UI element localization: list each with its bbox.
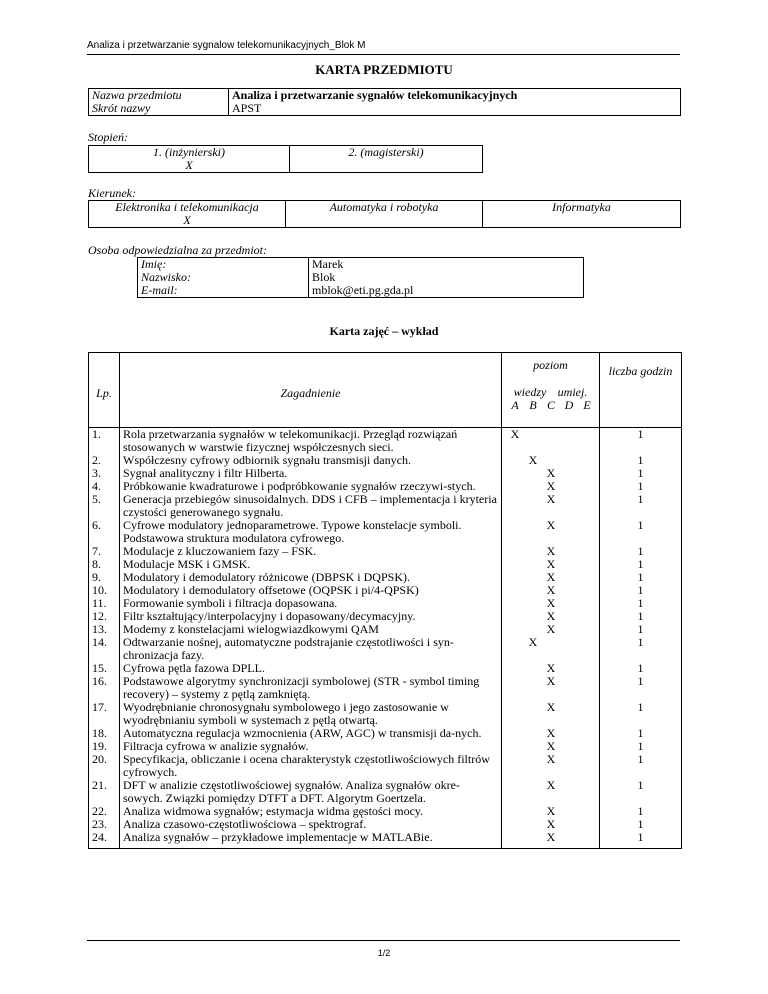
level-mark-b bbox=[524, 584, 542, 597]
row-topic: Filtracja cyfrowa w analizie sygnałów. bbox=[120, 740, 502, 753]
level-mark-d bbox=[560, 701, 578, 714]
row-hours: 1 bbox=[600, 740, 682, 753]
level-mark-e bbox=[578, 493, 596, 506]
direction-col2-label: Automatyka i robotyka bbox=[329, 200, 439, 214]
level-mark-e bbox=[578, 779, 596, 792]
level-mark-d bbox=[560, 597, 578, 610]
row-lp: 19. bbox=[89, 740, 120, 753]
level-mark-e bbox=[578, 571, 596, 584]
level-mark-a bbox=[506, 558, 524, 571]
row-hours: 1 bbox=[600, 675, 682, 701]
level-mark-a bbox=[506, 480, 524, 493]
level-mark-c: X bbox=[546, 518, 556, 532]
level-mark-a bbox=[506, 636, 524, 649]
person-last-label: Nazwisko: bbox=[138, 271, 309, 284]
level-mark-c: X bbox=[546, 661, 556, 675]
level-mark-d bbox=[560, 805, 578, 818]
level-mark-e bbox=[578, 610, 596, 623]
table-row bbox=[89, 753, 682, 779]
row-level bbox=[502, 753, 600, 779]
row-topic: Automatyczna regulacja wzmocnienia (ARW, AGC) w transmisji da-nych. bbox=[120, 727, 502, 740]
direction-col1-label: Elektronika i telekomunikacja bbox=[115, 200, 259, 214]
degree-col2-label: 2. (magisterski) bbox=[348, 145, 424, 159]
level-mark-c: X bbox=[546, 726, 556, 740]
level-mark-d bbox=[560, 571, 578, 584]
level-mark-d bbox=[560, 467, 578, 480]
level-mark-e bbox=[578, 623, 596, 636]
row-lp: 22. bbox=[89, 805, 120, 818]
row-hours: 1 bbox=[600, 428, 682, 455]
direction-col1-mark: X bbox=[183, 213, 191, 227]
level-mark-c: X bbox=[546, 700, 556, 714]
row-hours: 1 bbox=[600, 623, 682, 636]
row-topic: Formowanie symboli i filtracja dopasowana. bbox=[120, 597, 502, 610]
row-lp: 9. bbox=[89, 571, 120, 584]
direction-table bbox=[88, 200, 681, 228]
level-mark-b bbox=[524, 662, 542, 675]
row-topic: Modulatory i demodulatory różnicowe (DBPSK i DQPSK). bbox=[120, 571, 502, 584]
level-mark-d bbox=[560, 480, 578, 493]
row-topic: Próbkowanie kwadraturowe i podpróbkowanie sygnałów rzeczywi-stych. bbox=[120, 480, 502, 493]
row-level bbox=[502, 428, 600, 455]
row-lp: 3. bbox=[89, 467, 120, 480]
level-mark-c: X bbox=[546, 492, 556, 506]
table-row bbox=[89, 519, 682, 545]
row-topic: Wyodrębnianie chronosygnału symbolowego i jego zastosowanie w wyodrębnianiu symboli w systemach z pętlą otwartą. bbox=[120, 701, 502, 727]
level-mark-b bbox=[524, 831, 542, 844]
row-lp: 15. bbox=[89, 662, 120, 675]
row-lp: 5. bbox=[89, 493, 120, 519]
level-mark-a bbox=[506, 610, 524, 623]
row-lp: 20. bbox=[89, 753, 120, 779]
row-level bbox=[502, 493, 600, 519]
level-mark-b bbox=[524, 779, 542, 792]
person-email-label: E-mail: bbox=[138, 284, 309, 298]
table-row bbox=[89, 428, 682, 455]
level-mark-c: X bbox=[546, 804, 556, 818]
level-mark-a bbox=[506, 779, 524, 792]
level-letter-d: D bbox=[564, 398, 574, 412]
row-topic: Cyfrowa pętla fazowa DPLL. bbox=[120, 662, 502, 675]
subject-name-value: Analiza i przetwarzanie sygnałów telekomunikacyjnych bbox=[229, 89, 681, 103]
level-mark-a bbox=[506, 467, 524, 480]
row-hours: 1 bbox=[600, 480, 682, 493]
row-lp: 6. bbox=[89, 519, 120, 545]
level-mark-a bbox=[506, 740, 524, 753]
person-last-value: Blok bbox=[309, 271, 584, 284]
level-mark-d bbox=[560, 519, 578, 532]
row-level bbox=[502, 519, 600, 545]
table-row bbox=[89, 701, 682, 727]
row-hours: 1 bbox=[600, 519, 682, 545]
section-title: Karta zajęć – wykład bbox=[329, 324, 439, 338]
row-hours: 1 bbox=[600, 597, 682, 610]
col-level-header bbox=[502, 353, 600, 428]
degree-label: Stopień: bbox=[88, 130, 128, 144]
row-lp: 17. bbox=[89, 701, 120, 727]
level-mark-c: X bbox=[546, 778, 556, 792]
level-mark-e bbox=[578, 831, 596, 844]
row-lp: 16. bbox=[89, 675, 120, 701]
level-mark-e bbox=[578, 740, 596, 753]
level-mark-b: X bbox=[528, 453, 538, 467]
level-mark-b bbox=[524, 428, 542, 441]
row-hours: 1 bbox=[600, 818, 682, 831]
row-topic: Generacja przebiegów sinusoidalnych. DDS i CFB – implementacja i kryteria czystości generowanego sygnału. bbox=[120, 493, 502, 519]
level-mark-e bbox=[578, 727, 596, 740]
person-first-value: Marek bbox=[309, 258, 584, 272]
level-mark-d bbox=[560, 636, 578, 649]
row-topic: Specyfikacja, obliczanie i ocena charakterystyk częstotliwościowych filtrów cyfrowych. bbox=[120, 753, 502, 779]
level-mark-a bbox=[506, 701, 524, 714]
row-hours: 1 bbox=[600, 610, 682, 623]
level-mark-e bbox=[578, 454, 596, 467]
level-mark-c: X bbox=[546, 557, 556, 571]
level-mark-c: X bbox=[546, 609, 556, 623]
person-label: Osoba odpowiedzialna za przedmiot: bbox=[88, 243, 268, 257]
row-level bbox=[502, 779, 600, 805]
level-mark-c: X bbox=[546, 622, 556, 636]
direction-label: Kierunek: bbox=[88, 186, 136, 200]
level-mark-b bbox=[524, 818, 542, 831]
row-topic: Modulacje MSK i GMSK. bbox=[120, 558, 502, 571]
row-topic: Rola przetwarzania sygnałów w telekomunikacji. Przegląd rozwiązań stosowanych w warstwie fizycznej współczesnych sieci. bbox=[120, 428, 502, 455]
level-letter-c: C bbox=[546, 398, 555, 412]
level-mark-e bbox=[578, 480, 596, 493]
level-mark-a: X bbox=[510, 427, 520, 441]
level-mark-b bbox=[524, 519, 542, 532]
level-mark-e bbox=[578, 545, 596, 558]
level-mark-c: X bbox=[546, 674, 556, 688]
lecture-rows bbox=[89, 428, 682, 845]
level-mark-d bbox=[560, 740, 578, 753]
row-lp: 23. bbox=[89, 818, 120, 831]
person-first-label: Imię: bbox=[138, 258, 309, 272]
lecture-table-header bbox=[89, 353, 682, 428]
row-topic: Analiza sygnałów – przykładowe implementacje w MATLABie. bbox=[120, 831, 502, 844]
row-level bbox=[502, 701, 600, 727]
row-hours: 1 bbox=[600, 701, 682, 727]
row-hours: 1 bbox=[600, 727, 682, 740]
level-mark-e bbox=[578, 805, 596, 818]
level-mark-b bbox=[524, 805, 542, 818]
level-mark-d bbox=[560, 753, 578, 766]
level-mark-d bbox=[560, 831, 578, 844]
row-hours: 1 bbox=[600, 779, 682, 805]
level-mark-d bbox=[560, 428, 578, 441]
direction-col3-label: Informatyka bbox=[552, 200, 611, 214]
row-topic: Podstawowe algorytmy synchronizacji symbolowej (STR - symbol timing recovery) – systemy z pętlą zamkniętą. bbox=[120, 675, 502, 701]
level-mark-b bbox=[524, 545, 542, 558]
level-mark-e bbox=[578, 467, 596, 480]
direction-option-informatics bbox=[483, 201, 681, 228]
row-topic: Modulatory i demodulatory offsetowe (OQPSK i pi/4-QPSK) bbox=[120, 584, 502, 597]
person-table bbox=[137, 257, 584, 298]
level-mark-b bbox=[524, 727, 542, 740]
level-mark-a bbox=[506, 675, 524, 688]
table-row bbox=[89, 636, 682, 662]
skill-header: umiej. bbox=[557, 385, 588, 399]
level-mark-c: X bbox=[546, 596, 556, 610]
row-topic: DFT w analizie częstotliwościowej sygnałów. Analiza sygnałów okre-sowych. Związki pomiędzy DTFT a DFT. Algorytm Goertzela. bbox=[120, 779, 502, 805]
level-mark-a bbox=[506, 727, 524, 740]
subject-abbr-label: Skrót nazwy bbox=[89, 102, 229, 116]
subject-table bbox=[88, 88, 681, 116]
level-letter-b: B bbox=[529, 398, 537, 412]
lecture-table bbox=[88, 352, 682, 849]
row-lp: 11. bbox=[89, 597, 120, 610]
level-mark-b bbox=[524, 740, 542, 753]
level-mark-d bbox=[560, 623, 578, 636]
level-mark-b bbox=[524, 753, 542, 766]
level-mark-c: X bbox=[546, 830, 556, 844]
row-topic: Modulacje z kluczowaniem fazy – FSK. bbox=[120, 545, 502, 558]
level-mark-c: X bbox=[546, 752, 556, 766]
level-mark-e bbox=[578, 675, 596, 688]
row-lp: 2. bbox=[89, 454, 120, 467]
row-lp: 13. bbox=[89, 623, 120, 636]
level-mark-c: X bbox=[546, 583, 556, 597]
level-mark-e bbox=[578, 597, 596, 610]
row-topic: Analiza czasowo-częstotliwościowa – spektrograf. bbox=[120, 818, 502, 831]
table-row bbox=[89, 675, 682, 701]
row-lp: 14. bbox=[89, 636, 120, 662]
footer-rule bbox=[87, 940, 680, 941]
row-hours: 1 bbox=[600, 493, 682, 519]
row-hours: 1 bbox=[600, 636, 682, 662]
person-email-value: mblok@eti.pg.gda.pl bbox=[309, 284, 584, 298]
level-mark-a bbox=[506, 597, 524, 610]
level-mark-b bbox=[524, 597, 542, 610]
row-level bbox=[502, 675, 600, 701]
subject-name-label: Nazwa przedmiotu bbox=[89, 89, 229, 103]
level-mark-d bbox=[560, 779, 578, 792]
row-hours: 1 bbox=[600, 584, 682, 597]
row-hours: 1 bbox=[600, 662, 682, 675]
level-header-label: poziom bbox=[533, 358, 568, 372]
row-hours: 1 bbox=[600, 558, 682, 571]
level-mark-a bbox=[506, 831, 524, 844]
level-mark-d bbox=[560, 662, 578, 675]
level-letter-e: E bbox=[583, 398, 591, 412]
level-mark-b bbox=[524, 571, 542, 584]
level-mark-b bbox=[524, 493, 542, 506]
col-topic-header: Zagadnienie bbox=[120, 353, 502, 428]
row-level bbox=[502, 636, 600, 662]
level-letter-a: A bbox=[511, 398, 519, 412]
degree-col1-label: 1. (inżynierski) bbox=[153, 145, 225, 159]
level-mark-d bbox=[560, 545, 578, 558]
row-hours: 1 bbox=[600, 753, 682, 779]
row-lp: 4. bbox=[89, 480, 120, 493]
table-row bbox=[89, 493, 682, 519]
row-level bbox=[502, 623, 600, 636]
level-mark-d bbox=[560, 610, 578, 623]
level-mark-a bbox=[506, 545, 524, 558]
row-lp: 8. bbox=[89, 558, 120, 571]
level-mark-c: X bbox=[546, 739, 556, 753]
level-mark-a bbox=[506, 818, 524, 831]
level-mark-c: X bbox=[546, 544, 556, 558]
row-topic: Współczesny cyfrowy odbiornik sygnału transmisji danych. bbox=[120, 454, 502, 467]
direction-option-electronics bbox=[89, 201, 286, 228]
level-mark-d bbox=[560, 493, 578, 506]
row-lp: 18. bbox=[89, 727, 120, 740]
level-mark-b bbox=[524, 480, 542, 493]
row-hours: 1 bbox=[600, 454, 682, 467]
level-mark-c bbox=[542, 428, 560, 441]
degree-option-master bbox=[290, 146, 483, 173]
row-hours: 1 bbox=[600, 571, 682, 584]
level-mark-c: X bbox=[546, 479, 556, 493]
running-header: Analiza i przetwarzanie sygnalow telekomunikacyjnych_Blok M bbox=[87, 40, 680, 55]
level-mark-b bbox=[524, 675, 542, 688]
level-mark-e bbox=[578, 818, 596, 831]
level-mark-b bbox=[524, 467, 542, 480]
col-lp-header: Lp. bbox=[89, 353, 120, 428]
row-lp: 24. bbox=[89, 831, 120, 844]
level-mark-c: X bbox=[546, 817, 556, 831]
level-mark-d bbox=[560, 727, 578, 740]
page-title: KARTA PRZEDMIOTU bbox=[315, 62, 453, 77]
level-mark-a bbox=[506, 571, 524, 584]
level-mark-e bbox=[578, 584, 596, 597]
row-lp: 21. bbox=[89, 779, 120, 805]
level-mark-e bbox=[578, 636, 596, 649]
row-level bbox=[502, 831, 600, 844]
level-mark-d bbox=[560, 675, 578, 688]
level-mark-a bbox=[506, 493, 524, 506]
row-topic: Filtr kształtujący/interpolacyjny i dopasowany/decymacyjny. bbox=[120, 610, 502, 623]
page-number: 1/2 bbox=[377, 948, 391, 958]
level-mark-d bbox=[560, 454, 578, 467]
row-hours: 1 bbox=[600, 831, 682, 844]
row-topic: Odtwarzanie nośnej, automatyczne podstrajanie częstotliwości i syn-chronizacja fazy. bbox=[120, 636, 502, 662]
row-lp: 1. bbox=[89, 428, 120, 455]
level-mark-c: X bbox=[546, 466, 556, 480]
level-mark-b bbox=[524, 558, 542, 571]
level-mark-e bbox=[578, 753, 596, 766]
level-mark-d bbox=[560, 818, 578, 831]
row-hours: 1 bbox=[600, 545, 682, 558]
col-hours-header: liczba godzin bbox=[600, 353, 682, 428]
degree-table bbox=[88, 145, 483, 173]
level-mark-b: X bbox=[528, 635, 538, 649]
degree-col1-mark: X bbox=[185, 158, 193, 172]
level-letters bbox=[502, 399, 599, 412]
level-mark-d bbox=[560, 558, 578, 571]
level-mark-a bbox=[506, 623, 524, 636]
level-mark-d bbox=[560, 584, 578, 597]
level-mark-b bbox=[524, 701, 542, 714]
subject-abbr-value: APST bbox=[229, 102, 681, 116]
row-topic: Cyfrowe modulatory jednoparametrowe. Typowe konstelacje symboli. Podstawowa struktura modulatora cyfrowego. bbox=[120, 519, 502, 545]
level-mark-e bbox=[578, 662, 596, 675]
row-lp: 12. bbox=[89, 610, 120, 623]
level-mark-c bbox=[542, 636, 560, 649]
level-mark-a bbox=[506, 753, 524, 766]
level-mark-a bbox=[506, 805, 524, 818]
row-lp: 7. bbox=[89, 545, 120, 558]
level-mark-a bbox=[506, 584, 524, 597]
table-row bbox=[89, 831, 682, 844]
level-mark-a bbox=[506, 519, 524, 532]
row-topic: Analiza widmowa sygnałów; estymacja widma gęstości mocy. bbox=[120, 805, 502, 818]
table-row bbox=[89, 779, 682, 805]
row-hours: 1 bbox=[600, 467, 682, 480]
direction-option-automation bbox=[286, 201, 483, 228]
row-lp: 10. bbox=[89, 584, 120, 597]
degree-option-engineer bbox=[89, 146, 290, 173]
level-mark-a bbox=[506, 662, 524, 675]
level-mark-b bbox=[524, 610, 542, 623]
row-hours: 1 bbox=[600, 805, 682, 818]
row-topic: Modemy z konstelacjami wielogwiazdkowymi QAM bbox=[120, 623, 502, 636]
level-mark-e bbox=[578, 519, 596, 532]
level-mark-e bbox=[578, 701, 596, 714]
level-mark-a bbox=[506, 454, 524, 467]
level-mark-e bbox=[578, 558, 596, 571]
row-topic: Sygnał analityczny i filtr Hilberta. bbox=[120, 467, 502, 480]
knowledge-header: wiedzy bbox=[513, 385, 547, 399]
level-mark-c: X bbox=[546, 570, 556, 584]
level-mark-e bbox=[578, 428, 596, 441]
